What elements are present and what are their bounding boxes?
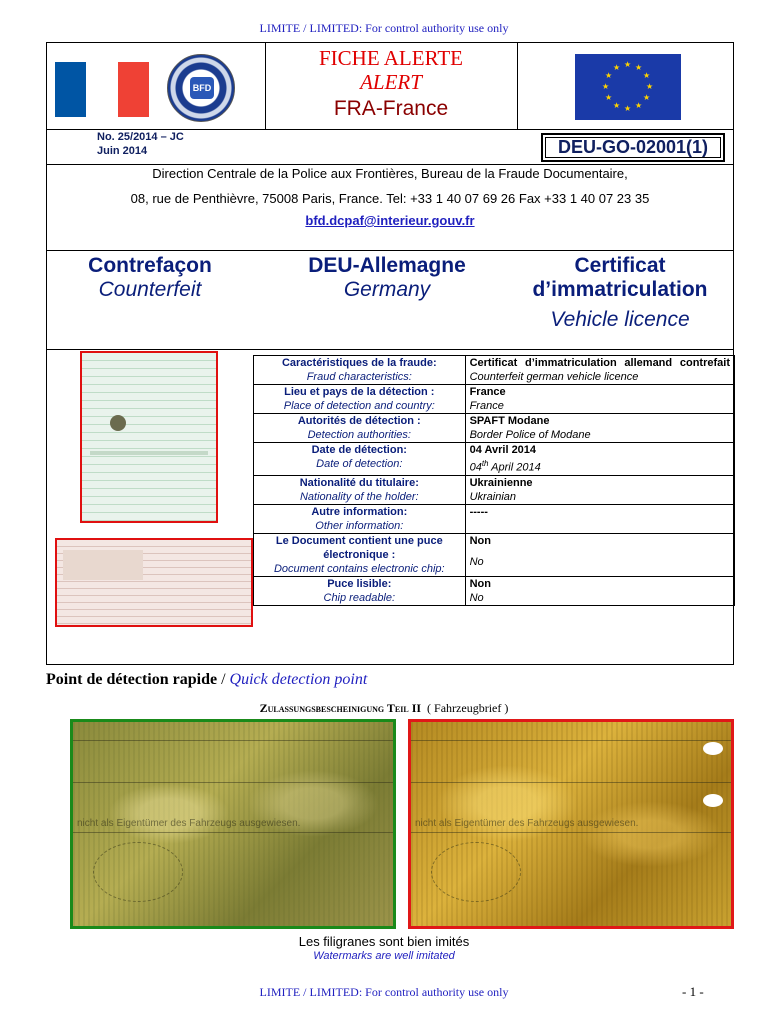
summary-type-fr: Contrefaçon bbox=[88, 254, 212, 277]
summary-document bbox=[507, 254, 733, 332]
title-country: FRA-France bbox=[333, 97, 449, 120]
caption-en: Watermarks are well imitated bbox=[313, 950, 455, 962]
table-label-cell bbox=[254, 385, 466, 414]
table-label-cell bbox=[254, 356, 466, 385]
thumbnail-stripe bbox=[90, 451, 208, 455]
table-row bbox=[254, 504, 735, 533]
reference-row bbox=[46, 129, 734, 165]
value-fr: Non bbox=[469, 534, 491, 547]
section-name: Zulassungsbescheinigung Teil II bbox=[259, 701, 422, 715]
value-fr: 04 Avril 2014 bbox=[469, 444, 537, 456]
summary-doc-en: Vehicle licence bbox=[550, 308, 690, 331]
issuer-box bbox=[46, 164, 734, 251]
quick-detection-title-en: Quick detection point bbox=[229, 671, 368, 688]
eu-star-icon: ★ bbox=[613, 62, 621, 72]
title-en: ALERT bbox=[360, 70, 422, 94]
stamp-outline bbox=[93, 842, 183, 902]
form-line bbox=[411, 740, 731, 741]
value-fr: Non bbox=[469, 577, 491, 590]
label-fr: Caractéristiques de la fraude: bbox=[281, 357, 437, 369]
label-fr: Le Document contient une puce électronique : bbox=[275, 534, 443, 561]
label-en: Nationality of the holder: bbox=[299, 490, 419, 503]
value-en bbox=[470, 457, 730, 475]
table-row bbox=[254, 385, 735, 414]
section-caption bbox=[0, 701, 768, 716]
marker-dot bbox=[703, 742, 723, 755]
summary-country-fr: DEU-Allemagne bbox=[308, 254, 466, 277]
value-fr: France bbox=[469, 386, 506, 398]
table-value-cell bbox=[465, 443, 734, 476]
document-thumbnail-back[interactable] bbox=[55, 538, 253, 627]
title-block bbox=[265, 43, 517, 121]
label-en: Other information: bbox=[315, 519, 404, 532]
france-flag-icon bbox=[55, 62, 149, 117]
photo-form-text: nicht als Eigentümer des Fahrzeugs ausgewiesen. bbox=[415, 818, 639, 829]
label-fr: Lieu et pays de la détection : bbox=[284, 386, 435, 398]
summary-country-en: Germany bbox=[343, 278, 431, 301]
issuer-line-2: 08, rue de Penthièvre, 75008 Paris, France. Tel: +33 1 40 07 69 26 Fax +33 1 40 07 23 35 bbox=[130, 191, 650, 206]
table-label-cell bbox=[254, 414, 466, 443]
eu-flag-icon bbox=[575, 54, 681, 120]
label-fr: Nationalité du titulaire: bbox=[299, 476, 419, 489]
eu-star-icon: ★ bbox=[613, 101, 621, 111]
table-row bbox=[254, 475, 735, 504]
fraud-details-table bbox=[253, 355, 735, 606]
date-rest: April 2014 bbox=[488, 461, 541, 474]
value-en: No bbox=[469, 555, 484, 568]
table-row bbox=[254, 414, 735, 443]
quick-detection-title bbox=[46, 671, 367, 689]
value-fr: Ukrainienne bbox=[469, 476, 533, 489]
value-en: No bbox=[469, 591, 484, 604]
reference-code bbox=[541, 133, 725, 162]
section-subtitle: ( Fahrzeugbrief ) bbox=[427, 701, 509, 715]
label-en: Document contains electronic chip: bbox=[273, 562, 445, 575]
eu-star-icon: ★ bbox=[643, 71, 651, 80]
table-value-cell bbox=[465, 475, 734, 504]
label-en: Date of detection: bbox=[316, 458, 403, 470]
table-label-cell bbox=[254, 475, 466, 504]
issuer-line-1: Direction Centrale de la Police aux Frontières, Bureau de la Fraude Documentaire, bbox=[152, 166, 628, 181]
label-fr: Puce lisible: bbox=[327, 577, 392, 590]
eu-star-icon: ★ bbox=[604, 93, 613, 102]
table-label-cell bbox=[254, 504, 466, 533]
value-fr: SPAFT Modane bbox=[469, 415, 550, 427]
value-en: Ukrainian bbox=[469, 490, 517, 503]
table-row bbox=[254, 533, 735, 576]
table-label-cell bbox=[254, 443, 466, 476]
eu-star-icon: ★ bbox=[635, 62, 643, 72]
badge-text: BFD bbox=[190, 77, 214, 99]
table-value-cell bbox=[465, 504, 734, 533]
reference-code-text: DEU-GO-02001(1) bbox=[557, 137, 709, 157]
document-thumbnail-front[interactable] bbox=[80, 351, 218, 523]
value-fr: ----- bbox=[469, 505, 488, 518]
eu-star-icon: ★ bbox=[643, 93, 651, 102]
value-en: France bbox=[469, 400, 504, 412]
date-day: 04 bbox=[469, 461, 482, 474]
marker-dot bbox=[703, 794, 723, 807]
eu-star-icon: ★ bbox=[602, 82, 610, 91]
classification-bottom: LIMITE / LIMITED: For control authority use only bbox=[259, 985, 509, 999]
label-en: Fraud characteristics: bbox=[306, 371, 412, 383]
page-number: - 1 - bbox=[682, 984, 704, 999]
stamp-icon bbox=[110, 415, 126, 431]
label-en: Place of detection and country: bbox=[283, 400, 435, 412]
table-row bbox=[254, 356, 735, 385]
table-row bbox=[254, 443, 735, 476]
form-line bbox=[411, 832, 731, 833]
date-suffix: th bbox=[481, 459, 489, 468]
summary-type-en: Counterfeit bbox=[98, 278, 202, 301]
title-fr: FICHE ALERTE bbox=[319, 46, 463, 70]
watermark-photo-genuine[interactable] bbox=[70, 719, 396, 929]
thumbnail-panel bbox=[63, 550, 143, 580]
eu-star-icon: ★ bbox=[604, 71, 613, 80]
title-separator: / bbox=[217, 671, 230, 688]
label-en: Chip readable: bbox=[323, 591, 396, 604]
summary-box bbox=[46, 250, 734, 350]
reference-number: No. 25/2014 – JC bbox=[97, 131, 184, 143]
form-line bbox=[73, 782, 393, 783]
table-value-cell bbox=[465, 533, 734, 576]
summary-doc-fr-1: Certificat bbox=[574, 254, 666, 277]
photo-form-text: nicht als Eigentümer des Fahrzeugs ausgewiesen. bbox=[77, 818, 301, 829]
stamp-outline bbox=[431, 842, 521, 902]
quick-detection-title-fr: Point de détection rapide bbox=[46, 671, 218, 688]
caption-fr: Les filigranes sont bien imités bbox=[298, 934, 470, 949]
table-label-cell bbox=[254, 576, 466, 605]
reference-code-border bbox=[545, 137, 721, 158]
table-value-cell bbox=[465, 414, 734, 443]
summary-country bbox=[269, 254, 505, 302]
table-value-cell bbox=[465, 576, 734, 605]
table-row bbox=[254, 576, 735, 605]
value-en: Counterfeit german vehicle licence bbox=[469, 371, 639, 383]
form-line bbox=[73, 740, 393, 741]
table-label-cell bbox=[254, 533, 466, 576]
value-en: Border Police of Modane bbox=[469, 429, 591, 441]
eu-star-icon: ★ bbox=[646, 82, 654, 91]
table-value-cell bbox=[465, 356, 734, 385]
eu-star-icon: ★ bbox=[635, 101, 643, 111]
summary-doc-fr-2: d’immatriculation bbox=[532, 278, 708, 301]
table-value-cell bbox=[465, 385, 734, 414]
value-fr: Certificat d’immatriculation allemand contrefait bbox=[469, 357, 730, 369]
label-en: Detection authorities: bbox=[307, 429, 411, 441]
label-fr: Autorités de détection : bbox=[297, 415, 421, 427]
form-line bbox=[73, 832, 393, 833]
police-badge-icon bbox=[167, 54, 235, 122]
label-fr: Autre information: bbox=[311, 505, 408, 518]
reference-number-block bbox=[97, 130, 184, 158]
watermark-photo-counterfeit[interactable] bbox=[408, 719, 734, 929]
eu-star-icon: ★ bbox=[624, 104, 632, 113]
label-fr: Date de détection: bbox=[311, 444, 407, 456]
eu-star-icon: ★ bbox=[624, 60, 632, 69]
details-box bbox=[46, 349, 734, 665]
header-box bbox=[46, 42, 734, 130]
reference-date: Juin 2014 bbox=[97, 145, 148, 157]
classification-top: LIMITE / LIMITED: For control authority use only bbox=[259, 21, 509, 35]
form-line bbox=[411, 782, 731, 783]
summary-type bbox=[47, 254, 253, 302]
issuer-email-link[interactable]: bfd.dcpaf@interieur.gouv.fr bbox=[305, 213, 475, 228]
